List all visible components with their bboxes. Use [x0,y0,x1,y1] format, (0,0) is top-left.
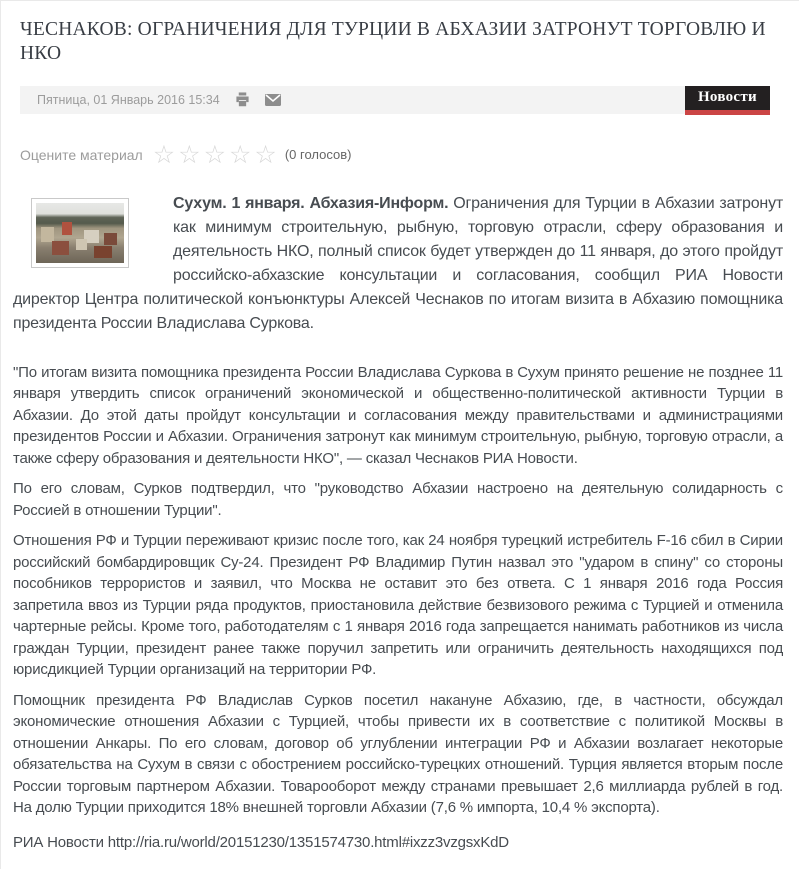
star-icon[interactable]: ☆ [178,139,201,169]
email-icon[interactable] [265,94,281,106]
rating-row [20,139,799,169]
star-icon[interactable]: ☆ [254,139,277,169]
article-body [13,192,783,854]
print-icon[interactable] [235,92,250,107]
page-title: ЧЕСНАКОВ: ОГРАНИЧЕНИЯ ДЛЯ ТУРЦИИ В АБХАЗИИ ЗАТРОНУТ ТОРГОВЛЮ И НКО [20,19,766,65]
source-line: РИА Новости http://ria.ru/world/20151230/1351574730.html#ixzz3vzgsxKdD [13,833,509,851]
lead-bold-text: Сухум. 1 января. Абхазия-Информ. [173,194,449,212]
star-rating[interactable] [152,139,280,169]
rating-label: Оцените материал [20,146,143,163]
paragraph: По его словам, Сурков подтвердил, что "руководство Абхазии настроено на деятельную солидарность с Россией в отношении Турции". [13,480,783,519]
paragraph: Отношения РФ и Турции переживают кризис после того, как 24 ноября турецкий истребитель F-16 сбил в Сирии российский бомбардировщик Су-24. Президент РФ Владимир Путин назвал это "ударом в спину" со стороны пособников террористов и заявил, что Москва не оставит это без ответа. С 1 января 2016 года Россия запретила ввоз из Турции ряда продуктов, приостановила действие безвизового режима с Турцией и отменила чартерные рейсы. Кроме того, работодателям с 1 января 2016 года запрещается нанимать работников из числа граждан Турции, президент ранее также поручил запретить или ограничить деятельность находящихся под юрисдикцией Турции организаций на территории РФ. [13,532,783,679]
paragraph: "По итогам визита помощника президента России Владислава Суркова в Сухум принято решение не позднее 11 января утвердить список ограничений экономической и общественно-политической активности Турции в Абхазии. До этой даты пройдут консультации и согласования между правительствами и администрациями президентов России и Абхазии. Ограничения затронут как минимум строительную, рыбную, торговую отрасли, а также сферу образования и деятельности НКО", — сказал Чеснаков РИА Новости. [13,363,783,467]
lead-paragraph [13,192,783,336]
category-badge[interactable]: Новости [685,86,770,115]
meta-bar [20,86,770,114]
star-icon[interactable]: ☆ [229,139,252,169]
star-icon[interactable]: ☆ [203,139,226,169]
publish-date: Пятница, 01 Январь 2016 15:34 [37,92,220,107]
star-icon[interactable]: ☆ [152,139,176,169]
article-thumbnail [31,198,129,268]
lead-rest-text: Ограничения для Турции в Абхазии затронут как минимум строительную, рыбную, торговую отрасли, сферу образования и деятельность НКО, полный список будет утвержден до 11 января, до этого пройдут российско-абхазские консультации и согласования, сообщил РИА Новости директор Центра политической конъюнктуры Алексей Чеснаков по итогам визита в Абхазию помощника президента России Владислава Суркова. [13,194,783,332]
sukhum-city-photo [36,203,124,263]
paragraph: Помощник президента РФ Владислав Сурков посетил накануне Абхазию, где, в частности, обсуждал экономические отношения Абхазии с Турцией, чтобы привести их в соответствие с политикой Москвы в отношении Анкары. По его словам, договор об углублении интеграции РФ и Абхазии возлагает некоторые обязательства на Сухум в связи с обострением российско-турецких отношений. Турция является вторым после России торговым партнером Абхазии. Товарооборот между странами превышает 2,6 миллиарда рублей в год. На долю Турции приходится 18% внешней торговли Абхазии (7,6 % импорта, 10,4 % экспорта). [13,691,783,817]
votes-count: (0 голосов) [284,147,352,163]
